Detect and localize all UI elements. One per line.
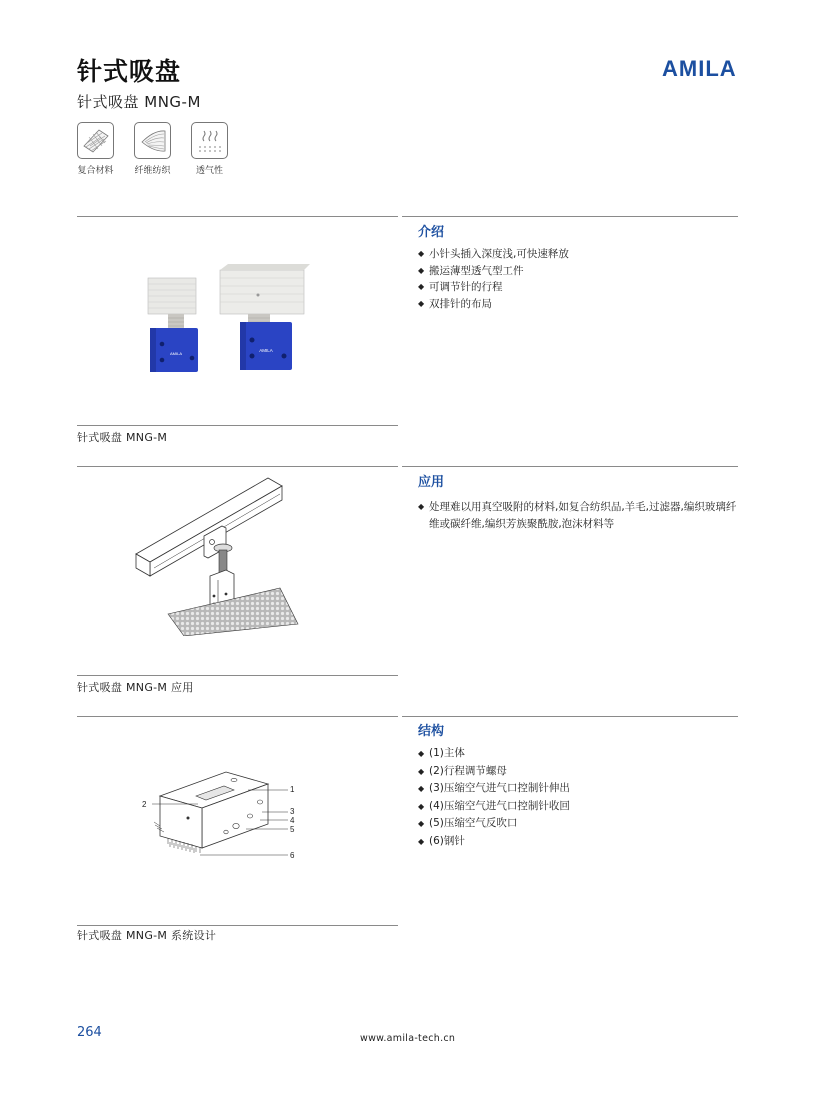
product-photo — [140, 260, 350, 384]
product-logo-text: AMILA — [259, 348, 273, 353]
structure-list — [418, 745, 738, 850]
figure-caption: 针式吸盘 MNG-M 应用 — [77, 681, 194, 694]
list-item: ◆ 处理难以用真空吸附的材料,如复合纺织品,羊毛,过滤器,编织玻璃纤维或碳纤维,编织芳族聚酰胺,泡沫材料等 — [418, 499, 738, 532]
material-icons-row — [77, 122, 228, 176]
page-number: 264 — [77, 1025, 102, 1040]
callout-4: 4 — [290, 816, 295, 825]
application-diagram — [130, 476, 310, 640]
material-composite — [77, 122, 114, 176]
website-link[interactable]: www.amila-tech.cn — [360, 1033, 456, 1044]
divider — [77, 216, 398, 217]
page-subtitle: 针式吸盘 MNG-M — [77, 93, 201, 111]
material-label: 纤维纺织 — [134, 166, 171, 176]
list-item: ◆ 搬运薄型透气型工件 — [418, 263, 738, 280]
callout-5: 5 — [290, 825, 295, 834]
divider — [77, 925, 398, 926]
brand-logo: AMILA — [662, 56, 737, 81]
divider — [402, 466, 738, 467]
figure-caption: 针式吸盘 MNG-M — [77, 431, 168, 444]
callout-2: 2 — [142, 800, 147, 809]
fiber-textile-icon — [134, 122, 171, 159]
application-list — [418, 499, 738, 532]
list-item: ◆ (4)压缩空气进气口控制针收回 — [418, 798, 738, 816]
material-label: 透气性 — [195, 166, 223, 176]
divider — [77, 675, 398, 676]
material-label: 复合材料 — [77, 166, 114, 176]
divider — [402, 716, 738, 717]
list-item: ◆ (6)钢针 — [418, 833, 738, 851]
callout-3: 3 — [290, 807, 295, 816]
divider — [402, 216, 738, 217]
section-title-structure: 结构 — [418, 724, 445, 739]
material-breathable — [191, 122, 228, 176]
section-title-application: 应用 — [418, 475, 445, 490]
list-item: ◆ 可调节针的行程 — [418, 279, 738, 296]
callout-1: 1 — [290, 785, 295, 794]
list-item: ◆ 双排针的布局 — [418, 296, 738, 313]
list-item: ◆ (3)压缩空气进气口控制针伸出 — [418, 780, 738, 798]
list-item: ◆ (5)压缩空气反吹口 — [418, 815, 738, 833]
composite-material-icon — [77, 122, 114, 159]
divider — [77, 466, 398, 467]
divider — [77, 716, 398, 717]
intro-list — [418, 246, 738, 312]
figure-caption: 针式吸盘 MNG-M 系统设计 — [77, 929, 217, 942]
page-title: 针式吸盘 — [77, 57, 182, 86]
material-fiber — [134, 122, 171, 176]
divider — [77, 425, 398, 426]
list-item: ◆ (2)行程调节螺母 — [418, 763, 738, 781]
section-title-intro: 介绍 — [418, 225, 445, 240]
list-item: ◆ (1)主体 — [418, 745, 738, 763]
breathable-icon — [191, 122, 228, 159]
structure-diagram — [138, 766, 308, 880]
callout-6: 6 — [290, 851, 295, 860]
list-item: ◆ 小针头插入深度浅,可快速释放 — [418, 246, 738, 263]
product-logo-text: AMILA — [169, 351, 183, 356]
